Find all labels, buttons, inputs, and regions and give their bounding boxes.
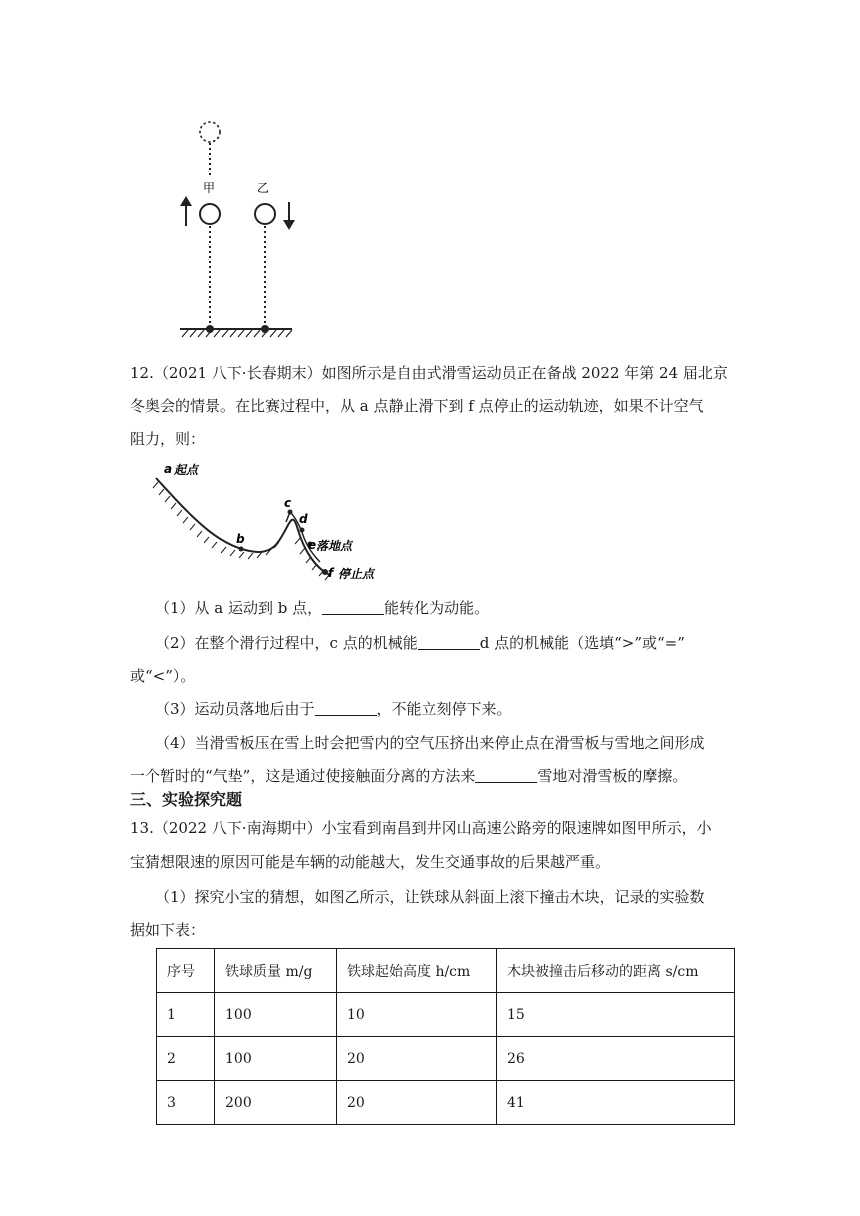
- label-e: e: [308, 538, 317, 552]
- experiment-data-table: [156, 948, 735, 1125]
- q12-intro-line2: 冬奥会的情景。在比赛过程中，从 a 点静止滑下到 f 点停止的运动轨迹，如果不计空气: [130, 397, 704, 415]
- table-cell: 20: [337, 1037, 497, 1081]
- label-d: d: [299, 512, 308, 526]
- table-cell: 3: [157, 1081, 215, 1125]
- two-balls-figure: [170, 110, 310, 340]
- table-header-cell: 铁球起始高度 h/cm: [337, 949, 497, 993]
- table-row: [157, 1081, 735, 1125]
- label-yi: 乙: [257, 181, 270, 195]
- label-a: a: [164, 462, 173, 476]
- q12-part4-line2: 一个暂时的“气垫”，这是通过使接触面分离的方法来 雪地对滑雪板的摩擦。: [130, 767, 688, 785]
- ball-yi: [255, 204, 275, 224]
- table-cell: 20: [337, 1081, 497, 1125]
- table-cell: 10: [337, 993, 497, 1037]
- slope-surface: [156, 478, 330, 575]
- answer-blank-4[interactable]: [475, 768, 537, 783]
- table-cell: 100: [215, 1037, 337, 1081]
- table-row: [157, 1037, 735, 1081]
- label-f-text: 停止点: [338, 567, 375, 581]
- q12-part4-line1: （4）当滑雪板压在雪上时会把雪内的空气压挤出来停止点在滑雪板与雪地之间形成: [155, 734, 705, 752]
- ski-trajectory-figure: [150, 460, 400, 585]
- table-header-cell: 铁球质量 m/g: [215, 949, 337, 993]
- q12-intro-line1: 12.（2021 八下·长春期末）如图所示是自由式滑雪运动员正在备战 2022 年第 24 届北京: [130, 364, 728, 382]
- answer-blank-3[interactable]: [315, 701, 377, 716]
- table-row: [157, 993, 735, 1037]
- table-cell: 41: [497, 1081, 735, 1125]
- table-header-cell: 序号: [157, 949, 215, 993]
- label-b: b: [236, 532, 245, 546]
- ball-jia: [200, 204, 220, 224]
- q12-part2-line2: 或“<”）。: [130, 667, 196, 685]
- q13-intro-line2: 宝猜想限速的原因可能是车辆的动能越大，发生交通事故的后果越严重。: [130, 853, 611, 871]
- table-cell: 15: [497, 993, 735, 1037]
- table-cell: 200: [215, 1081, 337, 1125]
- ghost-ball: [200, 122, 220, 142]
- q12-part2: （2）在整个滑行过程中，c 点的机械能 d 点的机械能（选填“>”或“=”: [155, 634, 685, 652]
- answer-blank-2[interactable]: [418, 635, 480, 650]
- table-cell: 1: [157, 993, 215, 1037]
- label-jia: 甲: [203, 181, 216, 195]
- q12-intro-line3: 阻力，则：: [130, 430, 206, 448]
- section-title: 三、实验探究题: [130, 790, 243, 809]
- table-header-cell: 木块被撞击后移动的距离 s/cm: [497, 949, 735, 993]
- answer-blank-1[interactable]: [322, 600, 384, 615]
- label-a-text: 起点: [174, 463, 199, 477]
- table-header-row: [157, 949, 735, 993]
- q13-intro-line1: 13.（2022 八下·南海期中）小宝看到南昌到井冈山高速公路旁的限速牌如图甲所示，小: [130, 819, 712, 837]
- label-f: f: [328, 566, 334, 580]
- label-c: c: [284, 496, 292, 510]
- q12-part1: （1）从 a 运动到 b 点， 能转化为动能。: [155, 599, 490, 617]
- label-e-text: 落地点: [316, 539, 353, 553]
- q13-part1-line1: （1）探究小宝的猜想，如图乙所示，让铁球从斜面上滚下撞击木块，记录的实验数: [155, 888, 705, 906]
- q13-part1-line2: 据如下表：: [130, 921, 206, 939]
- table-cell: 26: [497, 1037, 735, 1081]
- table-cell: 2: [157, 1037, 215, 1081]
- q12-part3: （3）运动员落地后由于 ，不能立刻停下来。: [155, 700, 512, 718]
- table-cell: 100: [215, 993, 337, 1037]
